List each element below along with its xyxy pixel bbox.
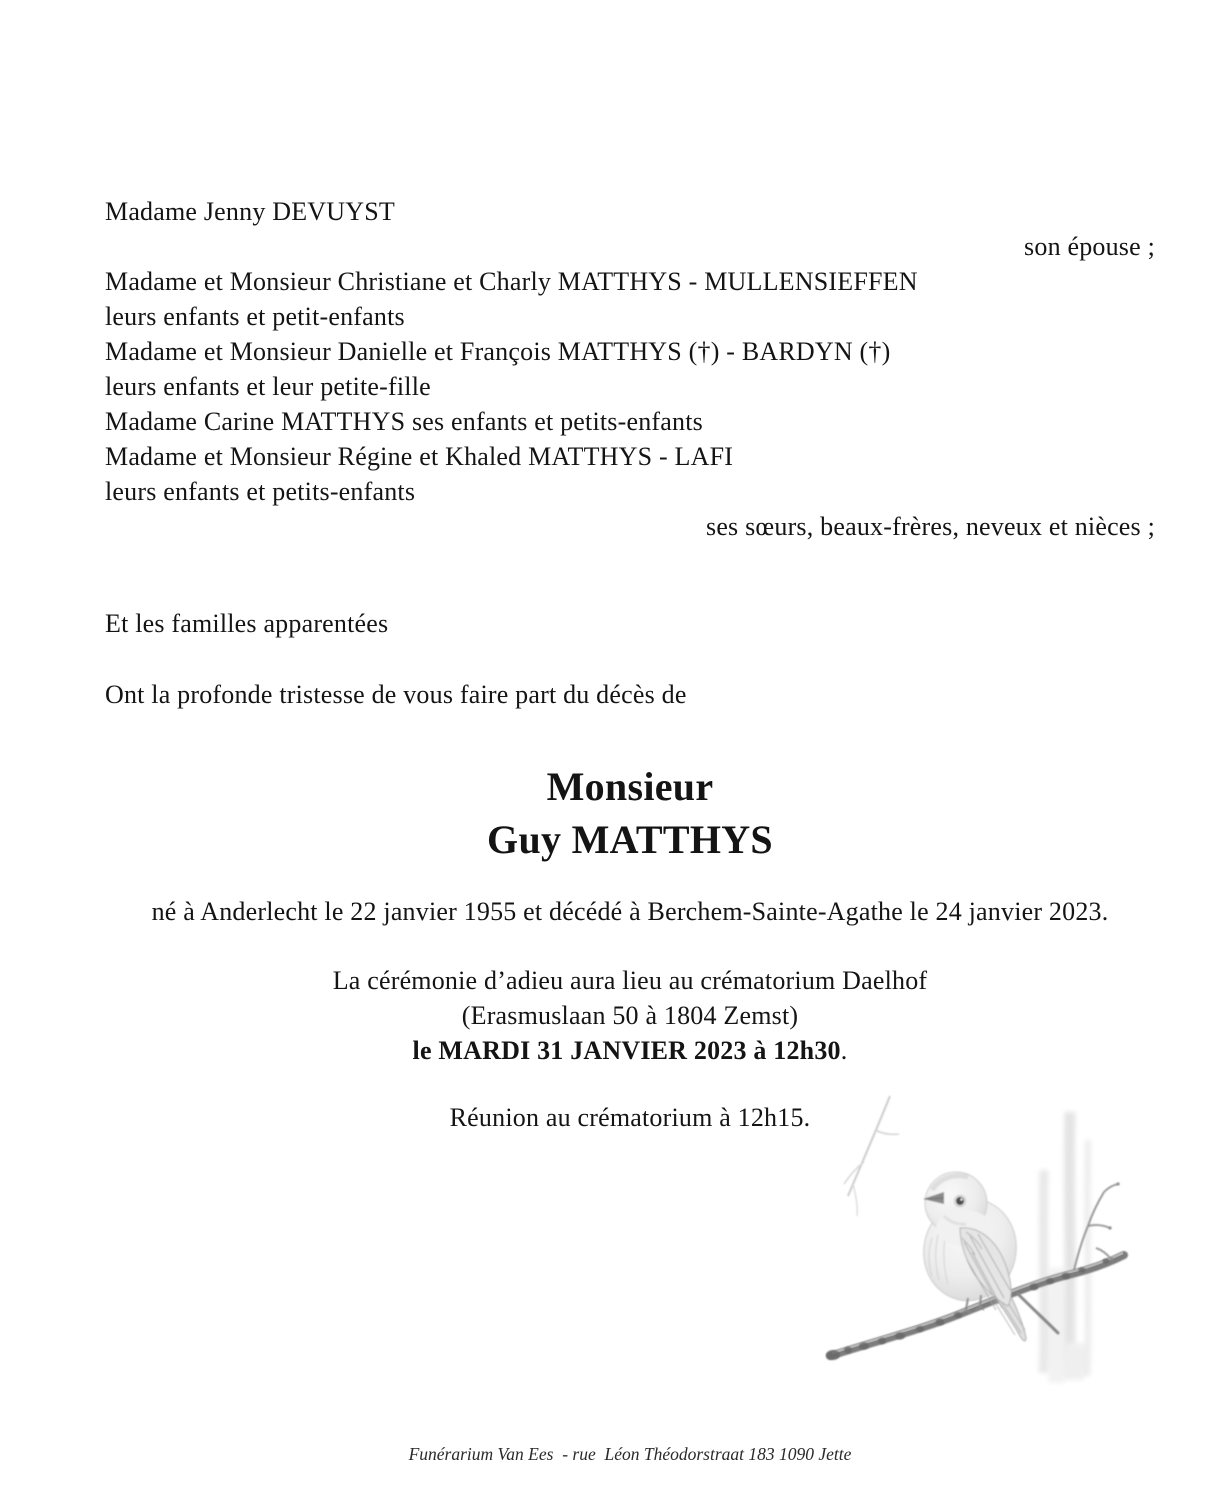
- ceremony-place-line: La cérémonie d’adieu aura lieu au crématorium Daelhof: [332, 966, 928, 995]
- deceased-heading: [105, 760, 1155, 866]
- bird-on-branch-illustration: [820, 1078, 1214, 1426]
- upper-left-twig: [844, 1096, 899, 1216]
- family-line: leurs enfants et petits-enfants: [105, 477, 416, 506]
- family-line: Madame et Monsieur Christiane et Charly MATTHYS - MULLENSIEFFEN: [105, 267, 918, 296]
- ceremony-date-period: .: [840, 1036, 848, 1065]
- family-line: Madame Jenny DEVUYST: [105, 197, 395, 226]
- announcement-line: Ont la profonde tristesse de vous faire part du décès de: [105, 680, 687, 709]
- ceremony-block: [105, 963, 1155, 1068]
- family-line: leurs enfants et petit-enfants: [105, 302, 405, 331]
- ceremony-date-bold: le MARDI 31 JANVIER 2023 à 12h30: [412, 1036, 841, 1065]
- funeral-home-footer: Funérarium Van Ees - rue Léon Théodorstraat 183 1090 Jette: [408, 1444, 852, 1464]
- family-line: Madame Carine MATTHYS ses enfants et petits-enfants: [105, 407, 703, 436]
- deceased-name: Guy MATTHYS: [487, 817, 773, 862]
- life-dates-line: né à Anderlecht le 22 janvier 1955 et décédé à Berchem-Sainte-Agathe le 24 janvier 2023.: [151, 897, 1109, 926]
- related-families-line: Et les familles apparentées: [105, 609, 389, 638]
- gathering-line: Réunion au crématorium à 12h15.: [449, 1103, 811, 1132]
- family-line: Madame et Monsieur Danielle et François MATTHYS (†) - BARDYN (†): [105, 337, 891, 366]
- family-list: [105, 194, 1155, 544]
- bird-sketch-svg: [820, 1078, 1214, 1426]
- ceremony-date-line: [105, 1033, 1155, 1068]
- bird: [913, 1172, 1027, 1341]
- deceased-title: Monsieur: [546, 764, 714, 809]
- family-line: Madame et Monsieur Régine et Khaled MATTHYS - LAFI: [105, 442, 734, 471]
- background-trunks: [1043, 1112, 1088, 1383]
- ceremony-address-line: (Erasmuslaan 50 à 1804 Zemst): [461, 1001, 799, 1030]
- family-relation-line: ses sœurs, beaux-frères, neveux et nièces ;: [706, 512, 1155, 541]
- family-line: leurs enfants et leur petite-fille: [105, 372, 431, 401]
- family-relation-line: son épouse ;: [1024, 232, 1155, 261]
